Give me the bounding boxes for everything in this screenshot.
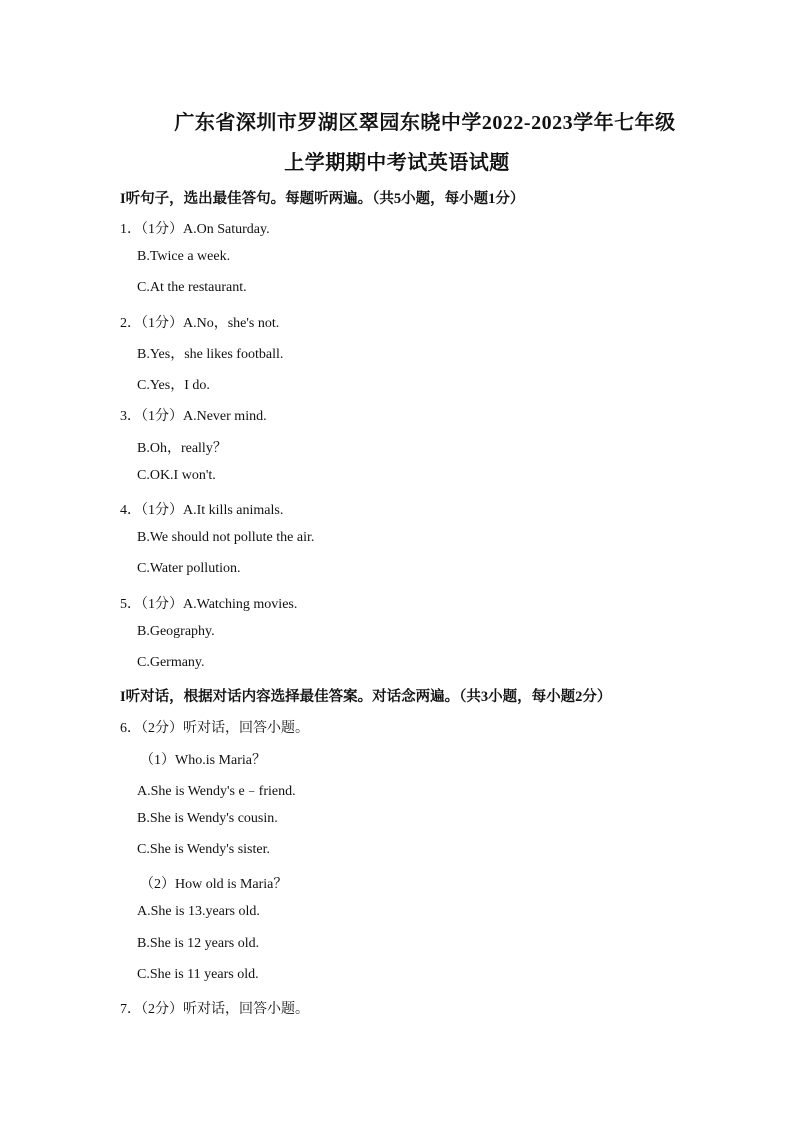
question-6-1-option-a: A.She is Wendy's e﹣friend.	[137, 784, 296, 799]
question-5-option-c: C.Germany.	[137, 655, 205, 670]
question-2-option-c: C.Yes，I do.	[137, 378, 210, 393]
question-7-stem: 7．（2分）听对话，回答小题。	[120, 1002, 309, 1017]
question-2-stem: 2．（1分）A.No，she's not.	[120, 316, 280, 331]
question-3-option-c: C.OK.I won't.	[137, 468, 216, 483]
question-3-option-b: B.Oh，really？	[137, 441, 227, 456]
question-4-stem: 4．（1分）A.It kills animals.	[120, 503, 284, 518]
section-1-heading: I听句子，选出最佳答句。每题听两遍。（共5小题，每小题1分）	[120, 191, 525, 207]
question-5-option-b: B.Geography.	[137, 624, 215, 639]
question-6-1-text: （1）Who.is Maria？	[140, 753, 266, 768]
section-2-heading: I听对话，根据对话内容选择最佳答案。对话念两遍。（共3小题，每小题2分）	[120, 689, 612, 705]
question-1-stem: 1．（1分）A.On Saturday.	[120, 222, 270, 237]
question-1-option-b: B.Twice a week.	[137, 249, 231, 264]
question-6-2-option-c: C.She is 11 years old.	[137, 967, 259, 982]
question-6-2-option-a: A.She is 13.years old.	[137, 904, 260, 919]
page-title-line-1: 广东省深圳市罗湖区翠园东晓中学2022-2023学年七年级	[174, 112, 676, 134]
question-6-1-option-c: C.She is Wendy's sister.	[137, 842, 270, 857]
question-4-option-b: B.We should not pollute the air.	[137, 530, 315, 545]
question-1-option-c: C.At the restaurant.	[137, 280, 247, 295]
question-4-option-c: C.Water pollution.	[137, 561, 241, 576]
question-6-2-option-b: B.She is 12 years old.	[137, 936, 260, 951]
question-3-stem: 3．（1分）A.Never mind.	[120, 409, 267, 424]
question-2-option-b: B.Yes，she likes football.	[137, 347, 284, 362]
question-6-1-option-b: B.She is Wendy's cousin.	[137, 811, 278, 826]
question-6-2-text: （2）How old is Maria？	[140, 877, 288, 892]
question-6-stem: 6．（2分）听对话，回答小题。	[120, 721, 309, 736]
question-5-stem: 5．（1分）A.Watching movies.	[120, 597, 298, 612]
page-title-line-2: 上学期期中考试英语试题	[284, 152, 510, 174]
